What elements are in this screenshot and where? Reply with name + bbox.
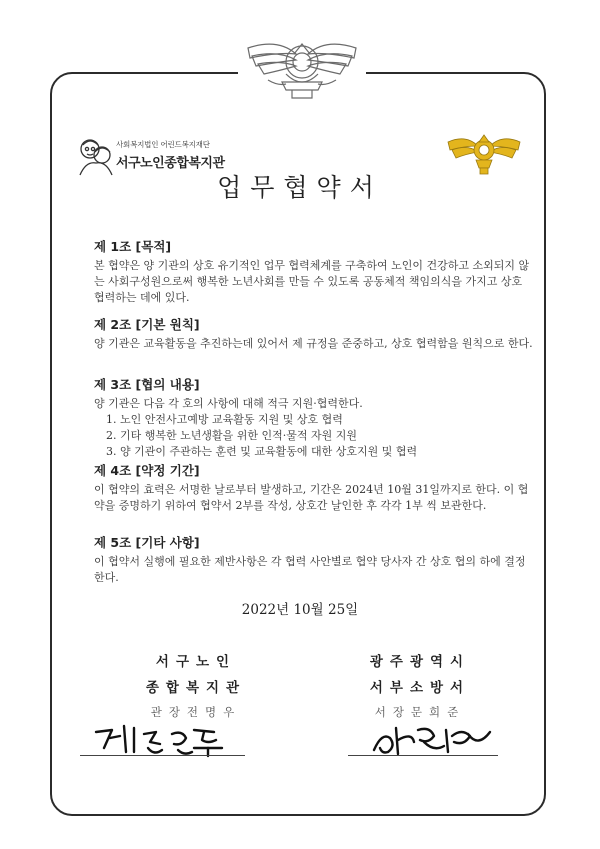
party-name-line1: 서구노인 [155, 654, 237, 670]
article-2 [94, 315, 534, 352]
org-foundation-name: 사회복지법인 어린드복지재단 [116, 140, 210, 149]
list-item: 3. 양 기관이 주관하는 훈련 및 교육활동에 대한 상호지원 및 협력 [106, 445, 418, 458]
party-name-line2: 서부소방서 [369, 680, 471, 696]
article-3 [94, 375, 534, 460]
article-heading: 제 5조 [기타 사항] [94, 535, 200, 550]
article-heading: 제 3조 [협의 내용] [94, 377, 200, 392]
party-representative: 관장전명우 [150, 705, 242, 719]
article-body: 양 기관은 교육활동을 추진하는데 있어서 제 규정을 준중하고, 상호 협력함을 원칙으로 한다. [94, 337, 533, 350]
right-signature-line [348, 755, 498, 756]
article-heading: 제 1조 [목적] [94, 239, 172, 254]
article-body: 이 협약서 실행에 필요한 제반사항은 각 협력 사안별로 협약 당사자 간 상호 협의 하에 결정한다. [94, 555, 526, 584]
article-heading: 제 4조 [약정 기간] [94, 463, 200, 478]
right-handwritten-signature [368, 718, 528, 760]
party-left [96, 650, 296, 724]
party-representative: 서장문희준 [374, 705, 466, 719]
party-right [320, 650, 520, 724]
article-1 [94, 237, 534, 306]
article-4 [94, 461, 534, 514]
article-item-list [94, 412, 534, 460]
list-item: 1. 노인 안전사고예방 교육활동 지원 및 상호 협력 [106, 413, 343, 426]
org-center-name: 서구노인종합복지관 [116, 156, 225, 171]
left-signature-line [80, 755, 245, 756]
article-body: 본 협약은 양 기관의 상호 유기적인 업무 협력체계를 구축하여 노인이 건강하고 소외되지 않는 사회구성원으로써 행복한 노년사회를 만들 수 있도록 공동체적 책임의식을 가지고 상호 협력하는 데에 있다. [94, 259, 530, 304]
top-firefighter-emblem-icon [238, 32, 366, 106]
party-name-line1: 광주광역시 [369, 654, 471, 670]
document-title: 업무협약서 [217, 173, 383, 202]
list-item: 2. 기타 행복한 노년생활을 위한 인적·물적 자원 지원 [106, 429, 357, 442]
left-handwritten-signature [90, 718, 250, 760]
party-name-line2: 종합복지관 [145, 680, 247, 696]
article-heading: 제 2조 [기본 원칙] [94, 317, 200, 332]
article-body: 양 기관은 다음 각 호의 사항에 대해 적극 지원·협력한다. [94, 397, 363, 410]
article-5 [94, 533, 534, 586]
agreement-date: 2022년 10월 25일 [241, 602, 359, 618]
article-body: 이 협약의 효력은 서명한 날로부터 발생하고, 기간은 2024년 10월 31일까지로 한다. 이 협약을 증명하기 위하여 협약서 2부를 작성, 상호간 날인한 후 각각 1부 씩 보관한다. [94, 483, 529, 512]
